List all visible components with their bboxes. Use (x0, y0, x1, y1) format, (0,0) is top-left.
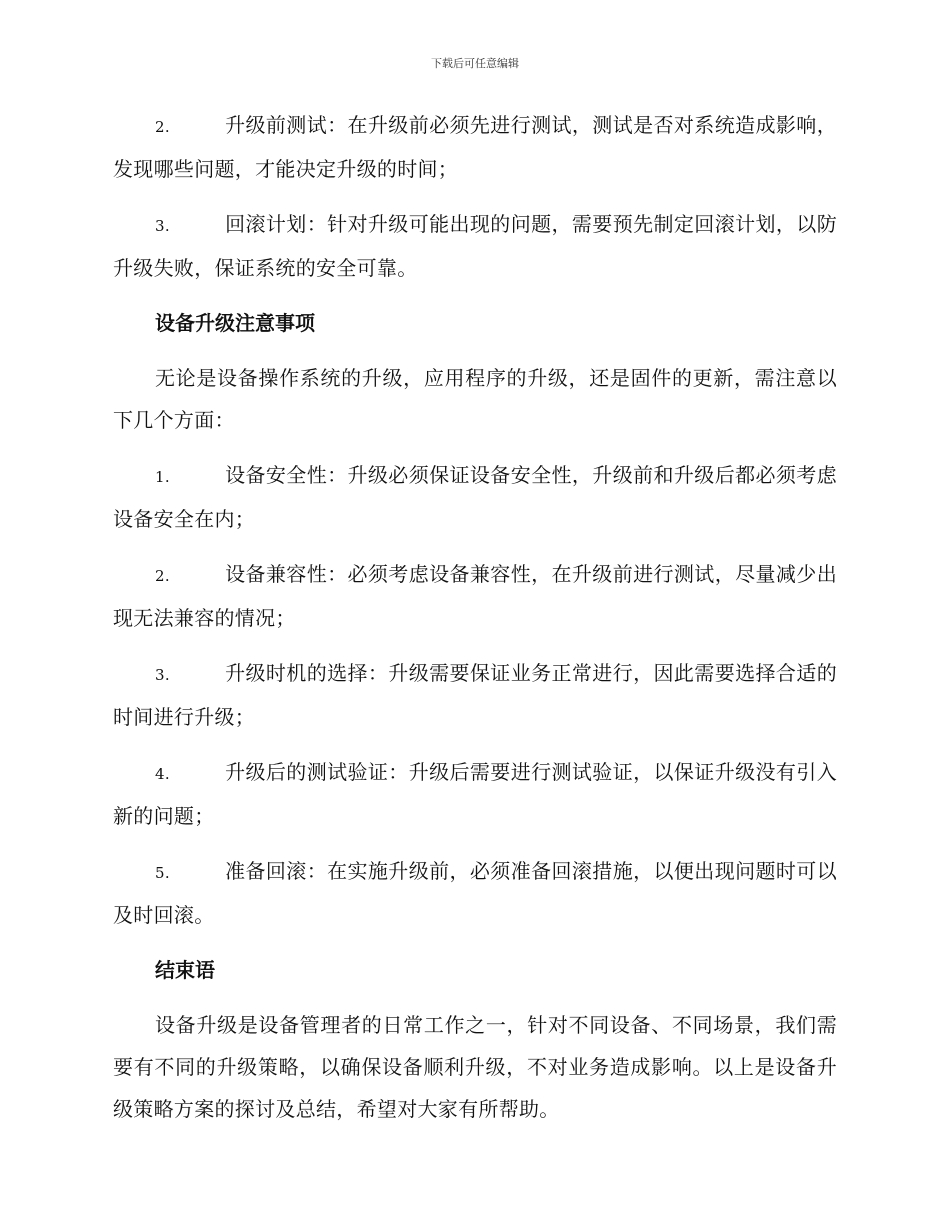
list-text: 回滚计划：针对升级可能出现的问题，需要预先制定回滚计划，以防升级失败，保证系统的安全可靠。 (113, 212, 837, 280)
paragraph-conclusion: 设备升级是设备管理者的日常工作之一，针对不同设备、不同场景，我们需要有不同的升级策略，以确保设备顺利升级，不对业务造成影响。以上是设备升级策略方案的探讨及总结，希望对大家有所帮助。 (113, 1013, 837, 1121)
list-item (113, 104, 837, 190)
list-text: 准备回滚：在实施升级前，必须准备回滚措施，以便出现问题时可以及时回滚。 (113, 859, 837, 927)
list-number: 4. (155, 765, 170, 783)
list-number: 3. (155, 666, 170, 684)
list-text: 升级后的测试验证：升级后需要进行测试验证，以保证升级没有引入新的问题； (113, 760, 837, 828)
list-number: 1. (155, 468, 170, 486)
list-number: 2. (155, 567, 170, 585)
section-heading-notes: 设备升级注意事项 (155, 311, 315, 335)
list-item (113, 553, 837, 639)
paragraph-intro: 无论是设备操作系统的升级，应用程序的升级，还是固件的更新，需注意以下几个方面： (113, 366, 837, 432)
list-item (113, 454, 837, 540)
list-number: 2. (155, 118, 170, 136)
list-text: 设备兼容性：必须考虑设备兼容性，在升级前进行测试，尽量减少出现无法兼容的情况； (113, 562, 837, 630)
list-text: 升级前测试：在升级前必须先进行测试，测试是否对系统造成影响，发现哪些问题，才能决定升级的时间； (113, 113, 837, 181)
list-item (113, 652, 837, 738)
list-item (113, 850, 837, 936)
list-item (113, 203, 837, 289)
list-number: 3. (155, 217, 170, 235)
list-text: 设备安全性：升级必须保证设备安全性，升级前和升级后都必须考虑设备安全在内； (113, 463, 837, 531)
list-item (113, 751, 837, 837)
list-text: 升级时机的选择：升级需要保证业务正常进行，因此需要选择合适的时间进行升级； (113, 661, 837, 729)
list-number: 5. (155, 864, 170, 882)
page-header: 下载后可任意编辑 (431, 57, 519, 70)
document-body (113, 104, 837, 1143)
section-heading-conclusion: 结束语 (155, 958, 215, 982)
